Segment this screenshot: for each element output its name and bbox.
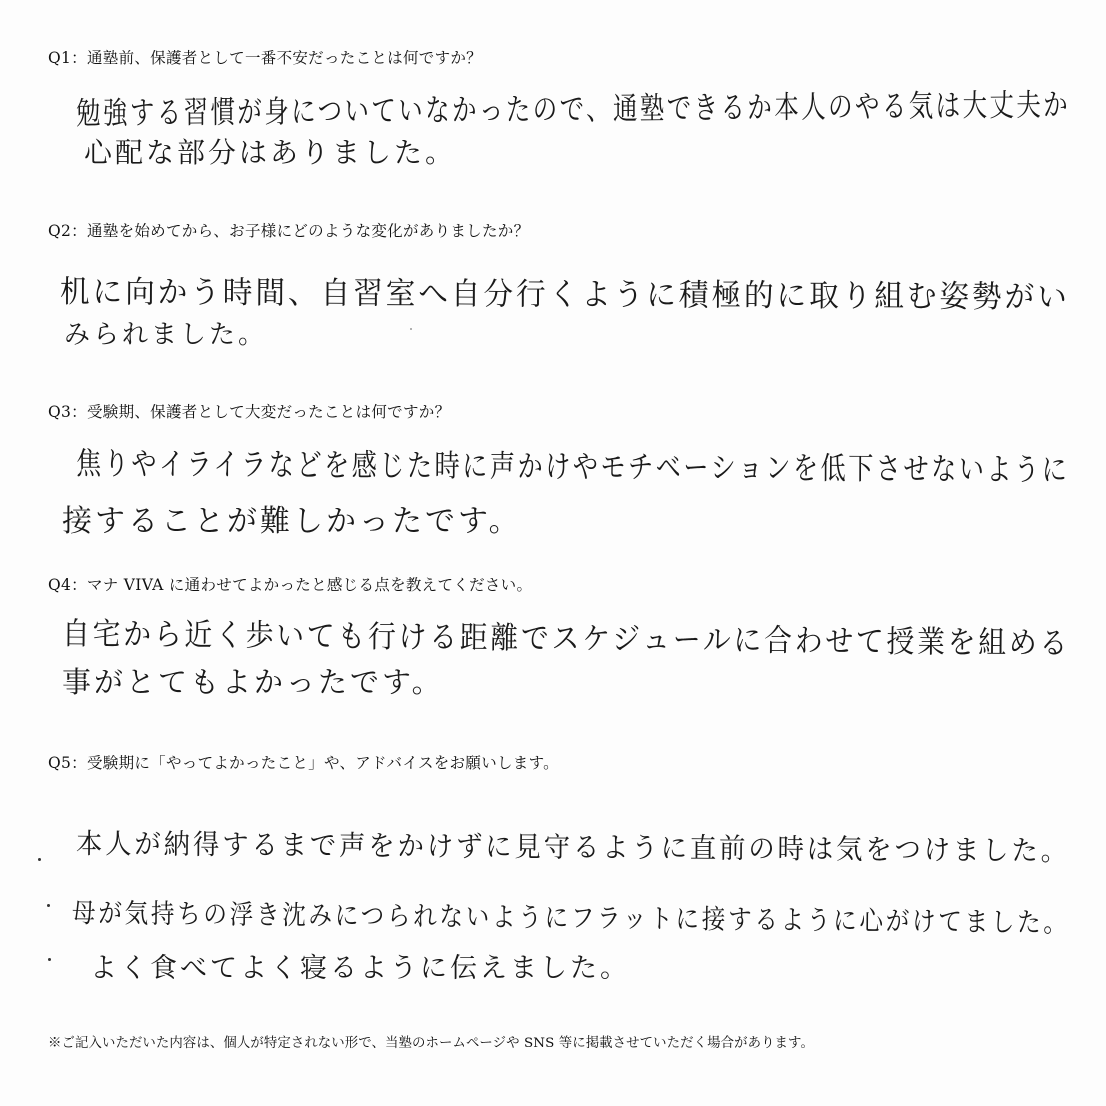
answer-1-line-1: 勉強する習慣が身についていなかったので、通塾できるか本人のやる気は大丈夫か (75, 87, 1071, 132)
question-5: Q5：受験期に「やってよかったこと」や、アドバイスをお願いします。 (48, 754, 559, 772)
answer-5-line-3: よく食べてよく寝るように伝えました。 (90, 953, 630, 984)
pen-dot (48, 958, 51, 961)
question-2: Q2：通塾を始めてから、お子様にどのような変化がありましたか？ (48, 222, 530, 240)
answer-4-line-2: 事がとてもよかったです。 (62, 665, 444, 699)
answer-3-line-1: 焦りやイライラなどを感じた時に声かけやモチベーションを低下させないように (75, 446, 1070, 489)
pen-dot (38, 858, 41, 861)
question-1: Q1：通塾前、保護者として一番不安だったことは何ですか？ (48, 49, 482, 67)
pen-dot (410, 328, 412, 330)
question-4: Q4：マナ VIVA に通わせてよかったと感じる点を教えてください。 (48, 576, 533, 594)
pen-dot (47, 904, 50, 907)
footnote: ※ご記入いただいた内容は、個人が特定されない形で、当塾のホームページや SNS 等に掲載させていただく場合があります。 (48, 1036, 814, 1051)
answer-5-line-1: 本人が納得するまで声をかけずに見守るように直前の時は気をつけました。 (75, 827, 1071, 868)
answer-3-line-2: 接することが難しかったです。 (62, 504, 522, 539)
answer-2-line-1: 机に向かう時間、自習室へ自分行くように積極的に取り組む姿勢がい (59, 274, 1070, 316)
answer-1-line-2: 心配な部分はありました。 (84, 136, 457, 169)
answer-4-line-1: 自宅から近く歩いても行ける距離でスケジュールに合わせて授業を組める (61, 616, 1071, 662)
question-3: Q3：受験期、保護者として大変だったことは何ですか？ (48, 403, 451, 421)
answer-2-line-2: みられました。 (64, 320, 268, 350)
answer-5-line-2: 母が気持ちの浮き沈みにつられないようにフラットに接するように心がけてました。 (71, 898, 1070, 939)
